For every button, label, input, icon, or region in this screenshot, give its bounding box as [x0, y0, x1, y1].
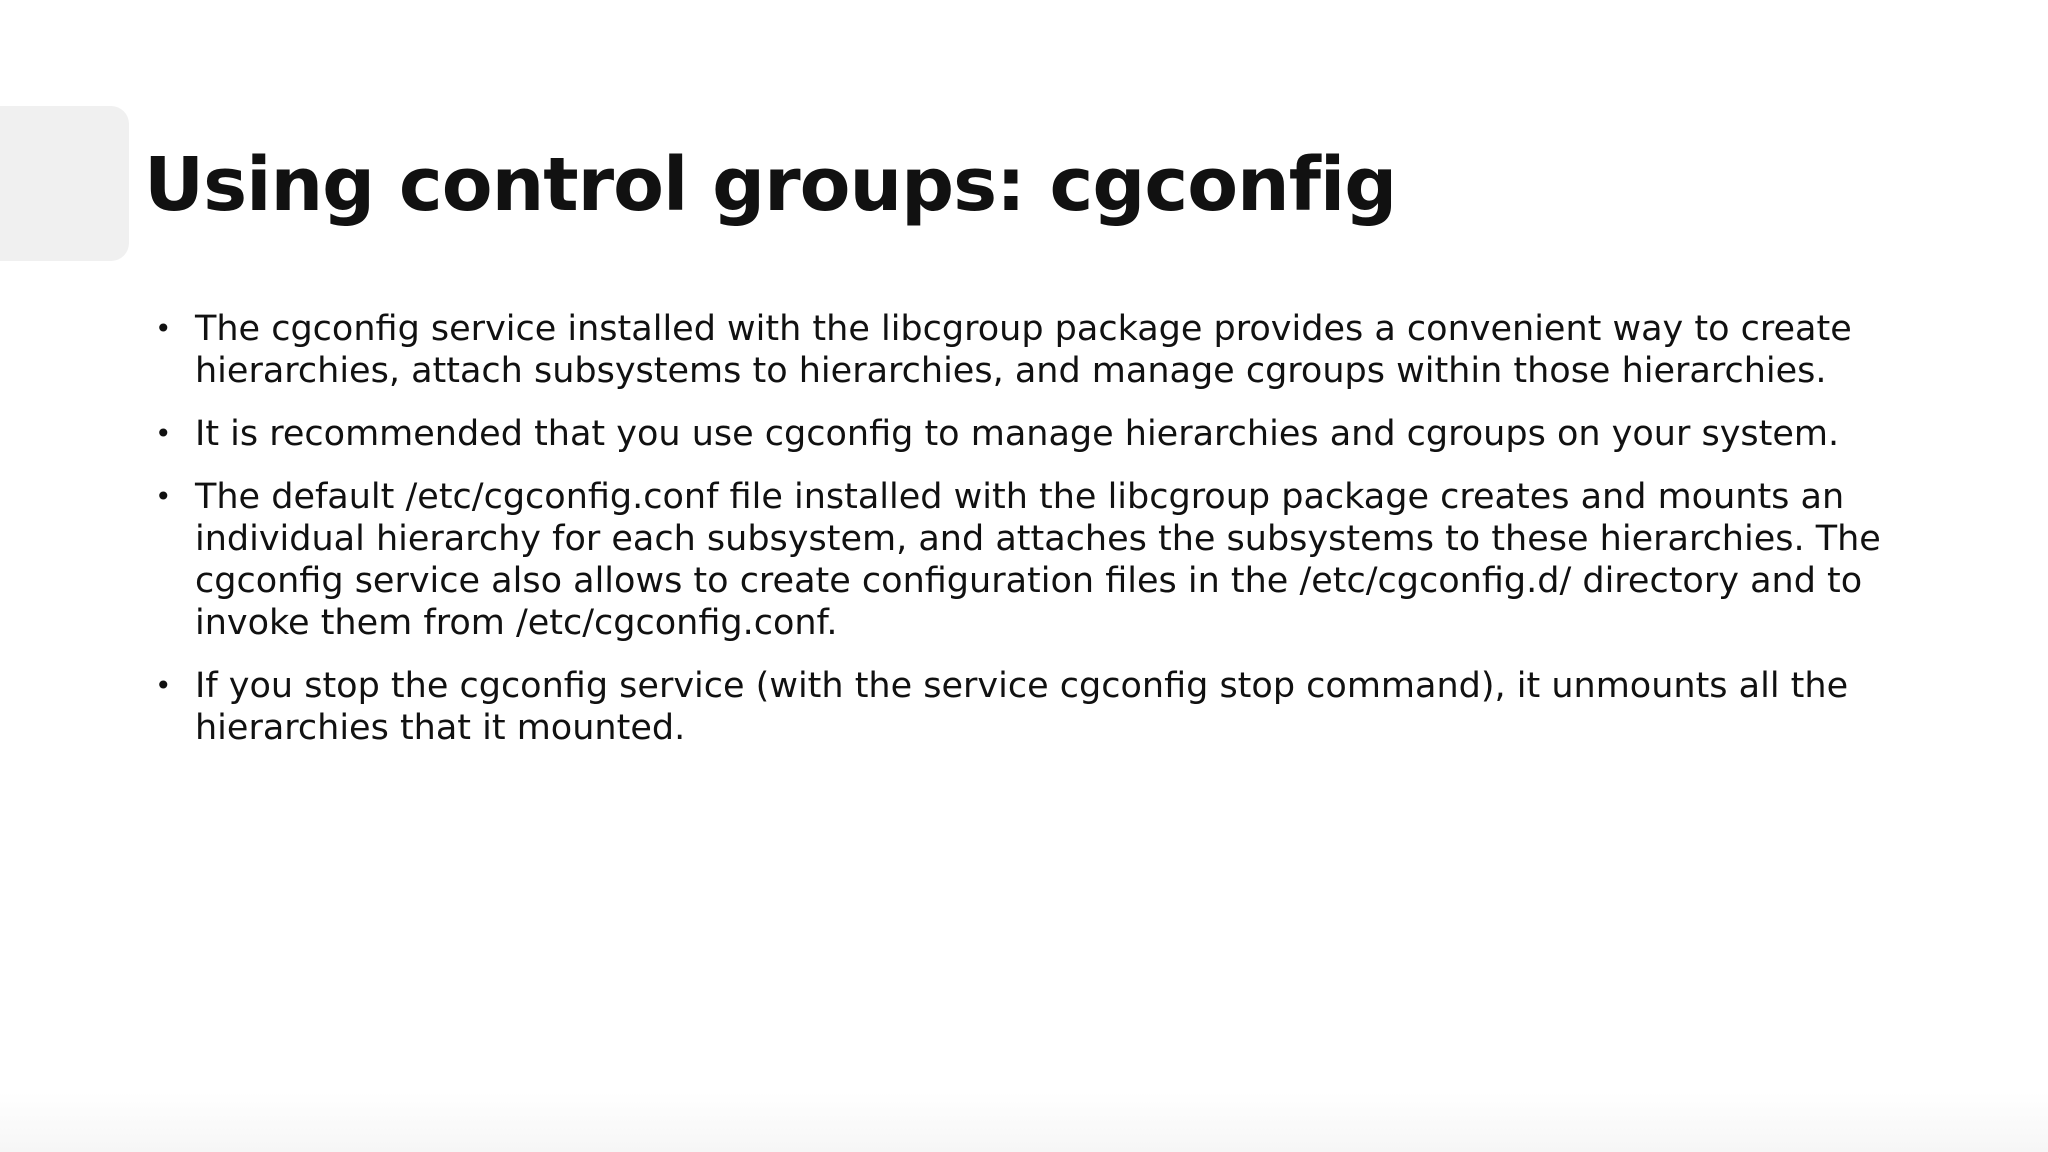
bullet-dot-icon: • [155, 312, 172, 345]
footer-fade [0, 1092, 2048, 1152]
bullet-dot-icon: • [155, 480, 172, 513]
bullet-item [150, 308, 1890, 392]
bullet-item [150, 476, 1890, 644]
title-accent-tab [0, 106, 129, 261]
bullet-dot-icon: • [155, 669, 172, 702]
bullet-dot-icon: • [155, 417, 172, 450]
bullet-text: If you stop the cgconfig service (with the service cgconfig stop command), it unmounts all the hierarchies that it mounted. [195, 666, 1849, 748]
bullet-text: The default /etc/cgconfig.conf file installed with the libcgroup package creates and mounts an individual hierarchy for each subsystem, and attaches the subsystems to these hierarchies. The cgconfig service also allows to create configuration files in the /etc/cgconfig.d/ directory and to invoke them from /etc/cgconfig.conf. [195, 477, 1881, 643]
slide-title: Using control groups: cgconfig [144, 142, 1397, 228]
bullet-list [150, 308, 1890, 770]
bullet-text: The cgconfig service installed with the libcgroup package provides a convenient way to create hierarchies, attach subsystems to hierarchies, and manage cgroups within those hierarchies. [195, 309, 1852, 391]
bullet-item [150, 665, 1890, 749]
bullet-item [150, 413, 1890, 455]
bullet-text: It is recommended that you use cgconfig to manage hierarchies and cgroups on your system. [195, 414, 1840, 454]
